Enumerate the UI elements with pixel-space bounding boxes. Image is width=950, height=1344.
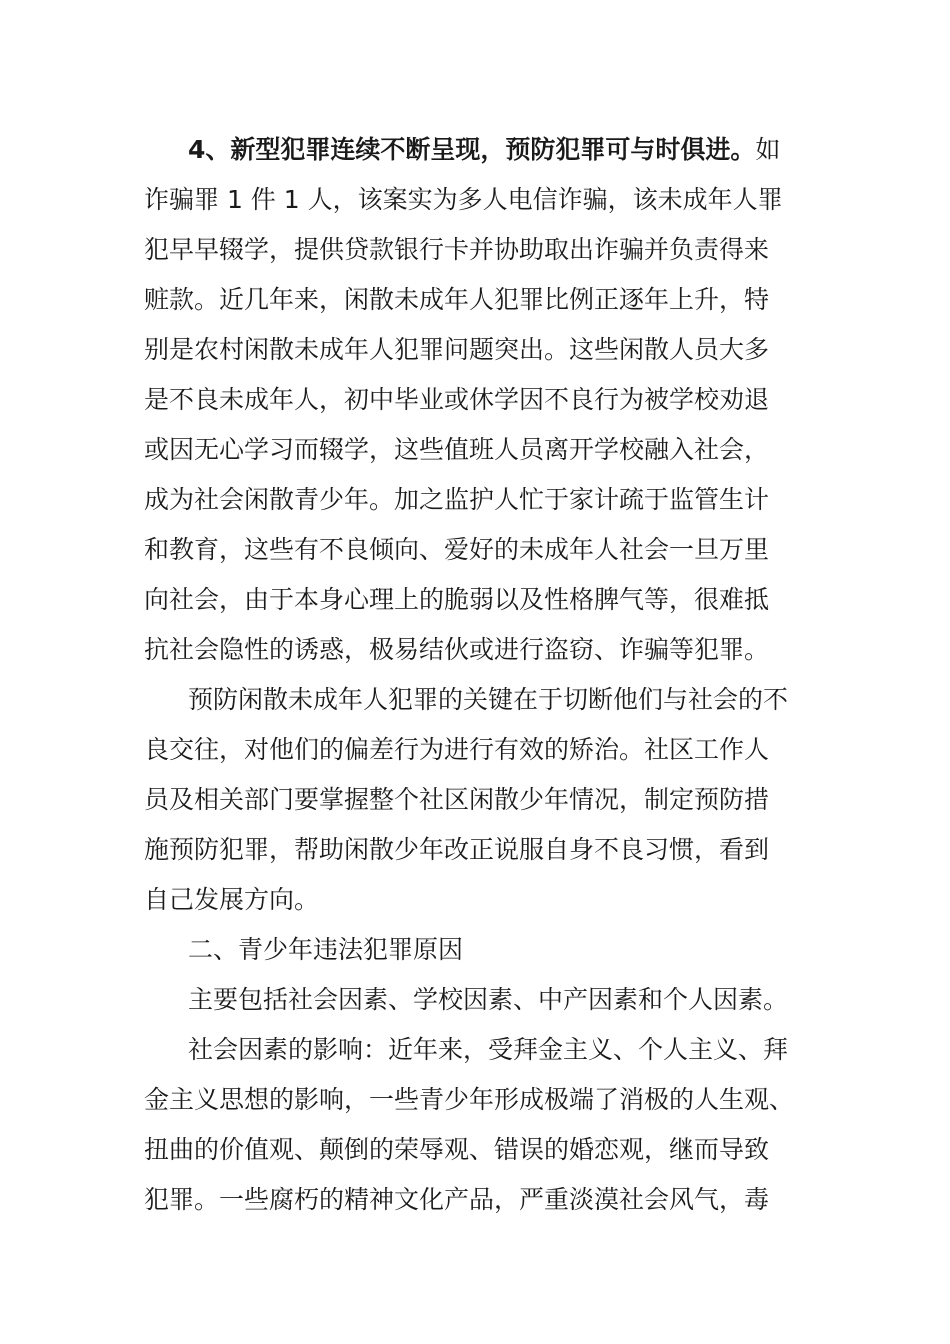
paragraph-line: 预防闲散未成年人犯罪的关键在于切断他们与社会的不 <box>188 685 789 714</box>
paragraph-line: 是不良未成年人，初中毕业或休学因不良行为被学校劝退 <box>144 385 770 414</box>
paragraph-line <box>144 125 806 175</box>
paragraph-new-crime-types <box>144 125 806 675</box>
paragraph-line: 施预防犯罪，帮助闲散少年改正说服自身不良习惯，看到 <box>144 835 770 864</box>
paragraph-line: 诈骗罪 1 件 1 人，该案实为多人电信诈骗，该未成年人罪 <box>144 185 783 214</box>
paragraph-line: 扭曲的价值观、颠倒的荣辱观、错误的婚恋观，继而导致 <box>144 1135 770 1164</box>
bold-heading-text: 4、新型犯罪连续不断呈现，预防犯罪可与时俱进。 <box>188 135 756 164</box>
section-heading <box>144 925 806 975</box>
paragraph-line: 和教育，这些有不良倾向、爱好的未成年人社会一旦万里 <box>144 535 770 564</box>
paragraph-line: 犯罪。一些腐朽的精神文化产品，严重淡漠社会风气，毒 <box>144 1185 770 1214</box>
paragraph-line: 成为社会闲散青少年。加之监护人忙于家计疏于监管生计 <box>144 485 770 514</box>
document-body <box>144 125 806 1225</box>
paragraph-line: 抗社会隐性的诱惑，极易结伙或进行盗窃、诈骗等犯罪。 <box>144 635 770 664</box>
paragraph-line: 良交往，对他们的偏差行为进行有效的矫治。社区工作人 <box>144 735 770 764</box>
paragraph-line: 别是农村闲散未成年人犯罪问题突出。这些闲散人员大多 <box>144 335 770 364</box>
paragraph-line: 向社会，由于本身心理上的脆弱以及性格脾气等，很难抵 <box>144 585 770 614</box>
paragraph-social-factors <box>144 1025 806 1225</box>
paragraph-prevention <box>144 675 806 925</box>
paragraph-line: 主要包括社会因素、学校因素、中产因素和个人因素。 <box>188 985 789 1014</box>
paragraph-line: 犯早早辍学，提供贷款银行卡并协助取出诈骗并负责得来 <box>144 235 770 264</box>
paragraph-line: 员及相关部门要掌握整个社区闲散少年情况，制定预防措 <box>144 785 770 814</box>
paragraph-factors-summary <box>144 975 806 1025</box>
paragraph-line: 或因无心学习而辍学，这些值班人员离开学校融入社会， <box>144 435 770 464</box>
paragraph-line: 金主义思想的影响，一些青少年形成极端了消极的人生观、 <box>144 1085 795 1114</box>
paragraph-line: 赃款。近几年来，闲散未成年人犯罪比例正逐年上升，特 <box>144 285 770 314</box>
section-heading-text: 二、青少年违法犯罪原因 <box>188 935 464 964</box>
paragraph-line: 社会因素的影响：近年来，受拜金主义、个人主义、拜 <box>188 1035 789 1064</box>
paragraph-line: 自己发展方向。 <box>144 885 320 914</box>
line-text: 如 <box>755 135 781 164</box>
